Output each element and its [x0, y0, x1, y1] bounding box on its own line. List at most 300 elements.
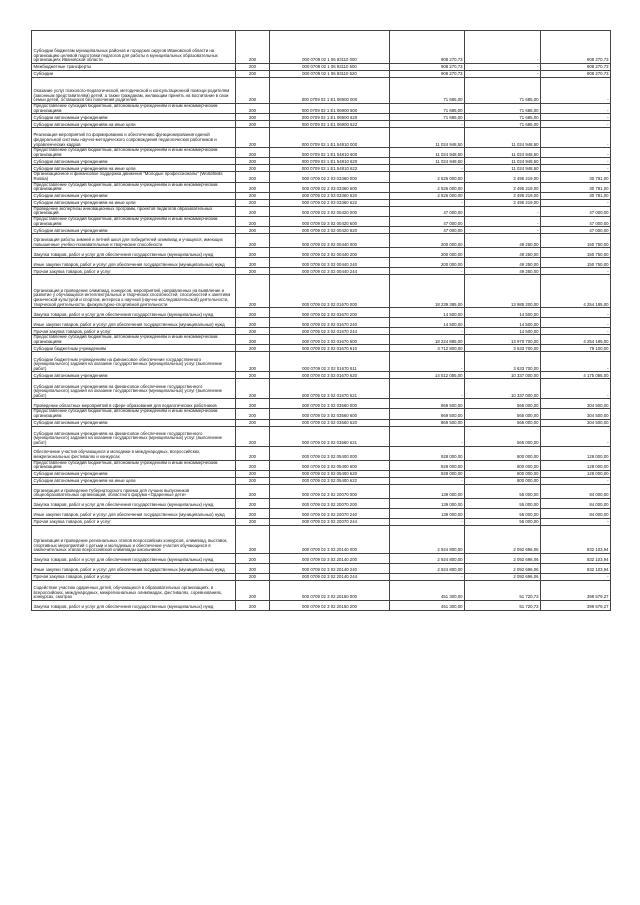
classification-code: 000 0709 02 3 02 20070 244	[270, 518, 390, 525]
table-row	[32, 525, 611, 553]
line-code: 200	[236, 206, 270, 216]
budget-line-name: Прочая закупка товаров, работ и услуг	[32, 268, 236, 275]
executed-amount: 14 500,00	[465, 328, 541, 335]
table-row	[32, 563, 611, 573]
table-row	[32, 508, 611, 518]
executed-amount: 51 720,73	[465, 600, 541, 610]
budget-line-name: Реализация мероприятий по формированию и обеспечению функционирования единой федеральной системы научно-методического сопровождения педагогических работников и управленческих кадров	[32, 128, 236, 148]
budget-line-name: Закупка товаров, работ и услуг для обеспечения государственных (муниципальных) нужд	[32, 308, 236, 318]
approved-amount: 451 300,00	[390, 580, 465, 600]
approved-amount: 928 000,00	[390, 460, 465, 470]
approved-amount: 2 924 800,00	[390, 563, 465, 573]
unexecuted-amount: 128 000,00	[541, 460, 611, 470]
executed-amount: 800 000,00	[465, 477, 541, 484]
executed-amount: 10 337 000,00	[465, 372, 541, 379]
table-row	[32, 148, 611, 158]
budget-line-name: Предоставление субсидий бюджетным, автономным учреждениям и иным некоммерческим организациям	[32, 104, 236, 114]
line-code: 200	[236, 553, 270, 563]
approved-amount: 2 526 000,00	[390, 182, 465, 192]
approved-amount: 451 300,00	[390, 600, 465, 610]
table-row	[32, 114, 611, 121]
classification-code: 000 0709 02 3 02 01670 240	[270, 318, 390, 328]
table-row	[32, 460, 611, 470]
budget-line-name: Организация и проведение олимпиад, конкурсов, мероприятий, направленных на выявление и развитие у обучающихся интеллектуальных и творческих способностей, способностей к занятиям физической культурой и спортом, интереса к научной (научно-исследовательской) деятельности, творческой деятельности, физкультурно-спортивной деятельности	[32, 275, 236, 308]
approved-amount: 47 000,00	[390, 206, 465, 216]
unexecuted-amount: 832 103,94	[541, 525, 611, 553]
unexecuted-amount: -	[541, 199, 611, 206]
budget-line-name: Закупка товаров, работ и услуг для обеспечения государственных (муниципальных) нужд	[32, 248, 236, 258]
line-code: 200	[236, 379, 270, 399]
line-code: 200	[236, 104, 270, 114]
line-code: 200	[236, 477, 270, 484]
unexecuted-amount: 832 103,94	[541, 563, 611, 573]
budget-line-name: Предоставление субсидий бюджетным, автономным учреждениям и иным некоммерческим организациям	[32, 182, 236, 192]
budget-line-name: Межбюджетные трансферты	[32, 64, 236, 71]
budget-line-name: Субсидии бюджетным учреждениям	[32, 345, 236, 352]
unexecuted-amount: 150 750,00	[541, 234, 611, 248]
table-row	[32, 248, 611, 258]
budget-sheet	[31, 30, 610, 611]
classification-code: 000 0709 02 3 02 05400 622	[270, 477, 390, 484]
table-row	[32, 335, 611, 345]
line-code: 200	[236, 318, 270, 328]
classification-code: 000 0709 02 3 02 01670 621	[270, 379, 390, 399]
unexecuted-amount: -	[541, 328, 611, 335]
unexecuted-amount: 399 579,27	[541, 580, 611, 600]
executed-amount: 3 633 700,00	[465, 345, 541, 352]
unexecuted-amount: 908 270,73	[541, 31, 611, 64]
budget-line-name: Субсидии автономным учреждениям на иные цели	[32, 121, 236, 128]
executed-amount: 55 000,00	[465, 484, 541, 498]
approved-amount: 18 224 885,00	[390, 335, 465, 345]
table-row	[32, 234, 611, 248]
approved-amount: 2 924 800,00	[390, 525, 465, 553]
unexecuted-amount: -	[541, 114, 611, 121]
budget-line-name: Субсидии автономным учреждениям на финансовое обеспечение государственного (муниципального) задания на оказание государственных (муниципальных) услуг (выполнение работ)	[32, 426, 236, 446]
classification-code: 000 0709 02 2 03 03360 622	[270, 199, 390, 206]
table-row	[32, 409, 611, 419]
line-code: 200	[236, 352, 270, 372]
approved-amount: 2 526 000,00	[390, 172, 465, 182]
classification-code: 000 0709 02 3 02 05400 000	[270, 446, 390, 460]
budget-table	[31, 30, 611, 611]
approved-amount: 869 500,00	[390, 419, 465, 426]
line-code: 200	[236, 172, 270, 182]
approved-amount: -	[390, 165, 465, 172]
executed-amount: 71 685,00	[465, 104, 541, 114]
classification-code: 000 0709 02 1 06 83110 520	[270, 71, 390, 78]
budget-line-name: Субсидии автономным учреждениям	[32, 114, 236, 121]
table-row	[32, 258, 611, 268]
executed-amount: 800 000,00	[465, 460, 541, 470]
line-code: 200	[236, 234, 270, 248]
approved-amount: -	[390, 426, 465, 446]
executed-amount: -	[465, 216, 541, 226]
classification-code: 000 0709 02 1 E1 06900 622	[270, 121, 390, 128]
budget-line-name: Содействие участию одаренных детей, обучающихся в образовательных организациях, в всероссийских, международных, межрегиональных олимпиадах, фестивалях, соревнованиях, конкурсах, смотрах	[32, 580, 236, 600]
line-code: 200	[236, 148, 270, 158]
classification-code: 000 0709 02 3 02 20150 000	[270, 580, 390, 600]
line-code: 200	[236, 128, 270, 148]
budget-table-body	[32, 31, 611, 611]
approved-amount: 11 024 948,50	[390, 128, 465, 148]
classification-code: 000 0709 02 3 02 03560 620	[270, 419, 390, 426]
executed-amount: 2 495 219,00	[465, 192, 541, 199]
line-code: 200	[236, 470, 270, 477]
unexecuted-amount: 4 254 185,00	[541, 275, 611, 308]
approved-amount: 71 685,00	[390, 104, 465, 114]
budget-line-name: Субсидии автономным учреждениям	[32, 192, 236, 199]
executed-amount: 49 250,00	[465, 234, 541, 248]
line-code: 200	[236, 258, 270, 268]
classification-code: 000 0709 02 3 02 05400 600	[270, 460, 390, 470]
executed-amount: 55 000,00	[465, 498, 541, 508]
budget-line-name: Субсидии автономным учреждениям на иные цели	[32, 199, 236, 206]
line-code: 200	[236, 399, 270, 409]
approved-amount: 200 000,00	[390, 258, 465, 268]
approved-amount: 908 270,73	[390, 64, 465, 71]
approved-amount: -	[390, 352, 465, 372]
budget-line-name: Предоставление субсидий бюджетным, автономным учреждениям и иным некоммерческим организациям	[32, 148, 236, 158]
table-row	[32, 426, 611, 446]
approved-amount: -	[390, 518, 465, 525]
classification-code: 000 0709 02 1 06 83110 000	[270, 31, 390, 64]
unexecuted-amount: -	[541, 318, 611, 328]
budget-line-name: Иные закупки товаров, работ и услуг для обеспечения государственных (муниципальных) нужд	[32, 563, 236, 573]
executed-amount: 49 250,00	[465, 248, 541, 258]
executed-amount: 2 092 696,06	[465, 553, 541, 563]
classification-code: 000 0709 02 1 E1 54810 600	[270, 148, 390, 158]
unexecuted-amount: -	[541, 426, 611, 446]
executed-amount: 565 000,00	[465, 419, 541, 426]
unexecuted-amount: 84 000,00	[541, 498, 611, 508]
table-row	[32, 399, 611, 409]
executed-amount: 2 495 219,00	[465, 182, 541, 192]
executed-amount: 71 685,00	[465, 121, 541, 128]
unexecuted-amount: 150 750,00	[541, 258, 611, 268]
approved-amount: 869 500,00	[390, 399, 465, 409]
executed-amount: 2 092 696,06	[465, 573, 541, 580]
approved-amount: 71 685,00	[390, 114, 465, 121]
classification-code: 000 0709 02 3 02 05400 620	[270, 470, 390, 477]
budget-line-name: Оказание услуг психолого-педагогической, методической и консультационной помощи родителям (законным представителям) детей, а также гражданам, желающим принять на воспитание в свои семьи детей, оставшихся без попечения родителей	[32, 78, 236, 104]
executed-amount: 71 685,00	[465, 114, 541, 121]
unexecuted-amount: 30 781,00	[541, 172, 611, 182]
table-row	[32, 352, 611, 372]
table-row	[32, 121, 611, 128]
classification-code: 000 0709 02 1 E1 06900 620	[270, 114, 390, 121]
table-row	[32, 64, 611, 71]
line-code: 200	[236, 419, 270, 426]
line-code: 200	[236, 308, 270, 318]
executed-amount: 800 000,00	[465, 446, 541, 460]
executed-amount: 13 985 200,00	[465, 275, 541, 308]
table-row	[32, 206, 611, 216]
unexecuted-amount: 304 500,00	[541, 409, 611, 419]
classification-code: 000 0709 02 3 02 20140 244	[270, 573, 390, 580]
approved-amount: 928 000,00	[390, 470, 465, 477]
classification-code: 000 0709 02 2 03 03360 000	[270, 172, 390, 182]
line-code: 200	[236, 446, 270, 460]
table-row	[32, 372, 611, 379]
approved-amount: 71 685,00	[390, 78, 465, 104]
executed-amount: 2 495 219,00	[465, 172, 541, 182]
unexecuted-amount: 304 500,00	[541, 399, 611, 409]
line-code: 200	[236, 518, 270, 525]
classification-code: 000 0709 02 3 02 20140 000	[270, 525, 390, 553]
table-row	[32, 199, 611, 206]
classification-code: 000 0709 02 3 02 01670 600	[270, 335, 390, 345]
classification-code: 000 0709 02 3 02 01670 000	[270, 275, 390, 308]
classification-code: 000 0709 02 3 02 20140 240	[270, 563, 390, 573]
approved-amount: 2 924 800,00	[390, 553, 465, 563]
classification-code: 000 0709 02 3 02 03560 621	[270, 426, 390, 446]
unexecuted-amount: -	[541, 573, 611, 580]
classification-code: 000 0709 02 3 02 20150 200	[270, 600, 390, 610]
budget-line-name: Организация и проведение региональных этапов всероссийских конкурсов, олимпиад, выставок, спортивных мероприятий с детьми и молодежью и обеспечение участия обучающихся в заключительных этапах всероссийской олимпиады школьников	[32, 525, 236, 553]
unexecuted-amount: -	[541, 379, 611, 399]
classification-code: 000 0709 02 3 02 01670 611	[270, 352, 390, 372]
approved-amount: 3 712 800,00	[390, 345, 465, 352]
approved-amount: 928 000,00	[390, 446, 465, 460]
classification-code: 000 0709 02 3 02 03560 000	[270, 399, 390, 409]
classification-code: 000 0709 02 1 E1 54810 000	[270, 128, 390, 148]
table-row	[32, 182, 611, 192]
executed-amount: 565 000,00	[465, 409, 541, 419]
line-code: 200	[236, 182, 270, 192]
unexecuted-amount: 4 175 085,00	[541, 372, 611, 379]
line-code: 200	[236, 573, 270, 580]
executed-amount: 11 024 948,50	[465, 158, 541, 165]
classification-code: 000 0709 02 1 E1 06900 000	[270, 78, 390, 104]
table-row	[32, 446, 611, 460]
line-code: 200	[236, 165, 270, 172]
table-row	[32, 275, 611, 308]
table-row	[32, 600, 611, 610]
classification-code: 000 0709 02 3 02 01670 200	[270, 308, 390, 318]
unexecuted-amount: 79 100,00	[541, 345, 611, 352]
unexecuted-amount: 150 750,00	[541, 248, 611, 258]
line-code: 200	[236, 121, 270, 128]
unexecuted-amount: 128 000,00	[541, 446, 611, 460]
budget-line-name: Прочая закупка товаров, работ и услуг	[32, 518, 236, 525]
executed-amount: 71 685,00	[465, 78, 541, 104]
table-row	[32, 379, 611, 399]
approved-amount: 139 000,00	[390, 498, 465, 508]
budget-line-name: Предоставление субсидий бюджетным, автономным учреждениям и иным некоммерческим организациям	[32, 409, 236, 419]
unexecuted-amount: 84 000,00	[541, 508, 611, 518]
classification-code: 000 0709 02 1 E1 06900 600	[270, 104, 390, 114]
budget-line-name: Проведение экспертизы инновационных программ, проектов педагогов образовательных организаций	[32, 206, 236, 216]
unexecuted-amount: -	[541, 128, 611, 148]
line-code: 200	[236, 268, 270, 275]
table-row	[32, 31, 611, 64]
classification-code: 000 0709 02 3 02 00440 244	[270, 268, 390, 275]
classification-code: 000 0709 02 2 03 03360 600	[270, 182, 390, 192]
table-row	[32, 268, 611, 275]
executed-amount: 2 092 696,06	[465, 525, 541, 553]
table-row	[32, 477, 611, 484]
line-code: 200	[236, 426, 270, 446]
classification-code: 000 0709 02 3 02 00420 000	[270, 206, 390, 216]
table-row	[32, 470, 611, 477]
unexecuted-amount: 30 781,00	[541, 182, 611, 192]
line-code: 200	[236, 484, 270, 498]
executed-amount: 55 000,00	[465, 508, 541, 518]
unexecuted-amount: -	[541, 158, 611, 165]
approved-amount: 18 239 385,00	[390, 275, 465, 308]
budget-line-name: Прочая закупка товаров, работ и услуг	[32, 328, 236, 335]
budget-line-name: Иные закупки товаров, работ и услуг для обеспечения государственных (муниципальных) нужд	[32, 508, 236, 518]
line-code: 200	[236, 248, 270, 258]
executed-amount: 51 720,73	[465, 580, 541, 600]
approved-amount: -	[390, 121, 465, 128]
classification-code: 000 0709 02 3 02 20070 200	[270, 498, 390, 508]
classification-code: 000 0709 02 3 02 00440 000	[270, 234, 390, 248]
approved-amount: 869 500,00	[390, 409, 465, 419]
classification-code: 000 0709 02 3 02 20070 000	[270, 484, 390, 498]
budget-line-name: Субсидии автономным учреждениям	[32, 158, 236, 165]
approved-amount: 908 270,73	[390, 31, 465, 64]
table-row	[32, 128, 611, 148]
executed-amount: 49 250,00	[465, 258, 541, 268]
executed-amount: 11 024 948,50	[465, 148, 541, 158]
line-code: 200	[236, 563, 270, 573]
executed-amount: 55 000,00	[465, 518, 541, 525]
approved-amount: -	[390, 573, 465, 580]
approved-amount: -	[390, 477, 465, 484]
line-code: 200	[236, 71, 270, 78]
approved-amount: 11 024 948,50	[390, 158, 465, 165]
executed-amount: 2 092 696,06	[465, 563, 541, 573]
classification-code: 000 0709 02 3 02 00440 240	[270, 258, 390, 268]
executed-amount: 11 024 948,50	[465, 128, 541, 148]
unexecuted-amount: 908 270,73	[541, 64, 611, 71]
line-code: 200	[236, 335, 270, 345]
table-row	[32, 345, 611, 352]
budget-line-name: Субсидии автономным учреждениям на иные цели	[32, 477, 236, 484]
executed-amount: 565 000,00	[465, 426, 541, 446]
executed-amount: -	[465, 71, 541, 78]
approved-amount: 2 526 000,00	[390, 192, 465, 199]
budget-line-name: Субсидии автономным учреждениям	[32, 470, 236, 477]
line-code: 200	[236, 580, 270, 600]
unexecuted-amount: 908 270,73	[541, 71, 611, 78]
approved-amount: -	[390, 199, 465, 206]
executed-amount: 800 000,00	[465, 470, 541, 477]
table-row	[32, 580, 611, 600]
approved-amount: 47 000,00	[390, 216, 465, 226]
table-row	[32, 419, 611, 426]
line-code: 200	[236, 600, 270, 610]
budget-line-name: Прочая закупка товаров, работ и услуг	[32, 573, 236, 580]
line-code: 200	[236, 192, 270, 199]
executed-amount: 14 500,00	[465, 318, 541, 328]
classification-code: 000 0709 02 3 02 20140 200	[270, 553, 390, 563]
budget-line-name: Закупка товаров, работ и услуг для обеспечения государственных (муниципальных) нужд	[32, 498, 236, 508]
executed-amount: 10 337 000,00	[465, 379, 541, 399]
approved-amount: 139 000,00	[390, 484, 465, 498]
budget-line-name: Субсидии бюджетам муниципальных районов и городских округов Ивановской области на организацию целевой подготовки педагогов для работы в муниципальных образовательных организациях Ивановской области	[32, 31, 236, 64]
table-row	[32, 165, 611, 172]
approved-amount: 11 024 948,50	[390, 148, 465, 158]
approved-amount: 14 500,00	[390, 308, 465, 318]
unexecuted-amount: -	[541, 477, 611, 484]
classification-code: 000 0709 02 3 02 00440 200	[270, 248, 390, 258]
approved-amount: 47 000,00	[390, 227, 465, 234]
line-code: 200	[236, 158, 270, 165]
budget-line-name: Организация и проведение Губернаторского приема для лучших выпускников общеобразовательных организаций, областного форума «Одаренные дети»	[32, 484, 236, 498]
unexecuted-amount: 84 000,00	[541, 484, 611, 498]
line-code: 200	[236, 78, 270, 104]
budget-line-name: Предоставление субсидий бюджетным, автономным учреждениям и иным некоммерческим организациям	[32, 335, 236, 345]
unexecuted-amount: -	[541, 104, 611, 114]
table-row	[32, 553, 611, 563]
budget-line-name: Проведение областных мероприятий в сфере образования для педагогических работников	[32, 399, 236, 409]
classification-code: 000 0709 02 1 E1 54810 620	[270, 158, 390, 165]
budget-line-name: Субсидии	[32, 71, 236, 78]
budget-line-name: Субсидии автономным учреждениям на иные цели	[32, 165, 236, 172]
line-code: 200	[236, 64, 270, 71]
table-row	[32, 328, 611, 335]
unexecuted-amount: 304 500,00	[541, 419, 611, 426]
line-code: 200	[236, 227, 270, 234]
approved-amount: 200 000,00	[390, 248, 465, 258]
approved-amount: -	[390, 268, 465, 275]
line-code: 200	[236, 216, 270, 226]
unexecuted-amount: 47 000,00	[541, 206, 611, 216]
table-row	[32, 216, 611, 226]
unexecuted-amount: 47 000,00	[541, 227, 611, 234]
approved-amount: -	[390, 379, 465, 399]
unexecuted-amount: -	[541, 352, 611, 372]
classification-code: 000 0709 02 3 02 03560 600	[270, 409, 390, 419]
classification-code: 000 0709 02 2 03 03360 620	[270, 192, 390, 199]
table-row	[32, 172, 611, 182]
budget-line-name: Субсидии автономным учреждениям на финансовое обеспечение государственного (муниципального) задания на оказание государственных (муниципальных) услуг (выполнение работ)	[32, 379, 236, 399]
approved-amount: 139 000,00	[390, 508, 465, 518]
table-row	[32, 78, 611, 104]
unexecuted-amount: 47 000,00	[541, 216, 611, 226]
unexecuted-amount: -	[541, 518, 611, 525]
budget-line-name: Организация работы зимней и летней школ для победителей олимпиад и учащихся, имеющих повышенные учебно-познавательные и творческие способности	[32, 234, 236, 248]
unexecuted-amount: -	[541, 268, 611, 275]
line-code: 200	[236, 199, 270, 206]
table-row	[32, 192, 611, 199]
budget-line-name: Иные закупки товаров, работ и услуг для обеспечения государственных (муниципальных) нужд	[32, 258, 236, 268]
executed-amount: -	[465, 64, 541, 71]
approved-amount: 14 512 085,00	[390, 372, 465, 379]
executed-amount: -	[465, 227, 541, 234]
budget-line-name: Субсидии бюджетным учреждениям на финансовое обеспечение государственного (муниципального) задания на оказание государственных (муниципальных) услуг (выполнение работ)	[32, 352, 236, 372]
table-row	[32, 158, 611, 165]
budget-line-name: Предоставление субсидий бюджетным, автономным учреждениям и иным некоммерческим организациям	[32, 216, 236, 226]
table-row	[32, 308, 611, 318]
executed-amount: -	[465, 31, 541, 64]
table-row	[32, 484, 611, 498]
classification-code: 000 0709 02 1 06 83110 500	[270, 64, 390, 71]
classification-code: 000 0709 02 3 02 01670 244	[270, 328, 390, 335]
unexecuted-amount: 4 254 185,00	[541, 335, 611, 345]
approved-amount: 200 000,00	[390, 234, 465, 248]
table-row	[32, 573, 611, 580]
line-code: 200	[236, 345, 270, 352]
classification-code: 000 0709 02 3 02 01670 620	[270, 372, 390, 379]
executed-amount: 565 000,00	[465, 399, 541, 409]
unexecuted-amount: -	[541, 148, 611, 158]
line-code: 200	[236, 114, 270, 121]
unexecuted-amount: 30 781,00	[541, 192, 611, 199]
